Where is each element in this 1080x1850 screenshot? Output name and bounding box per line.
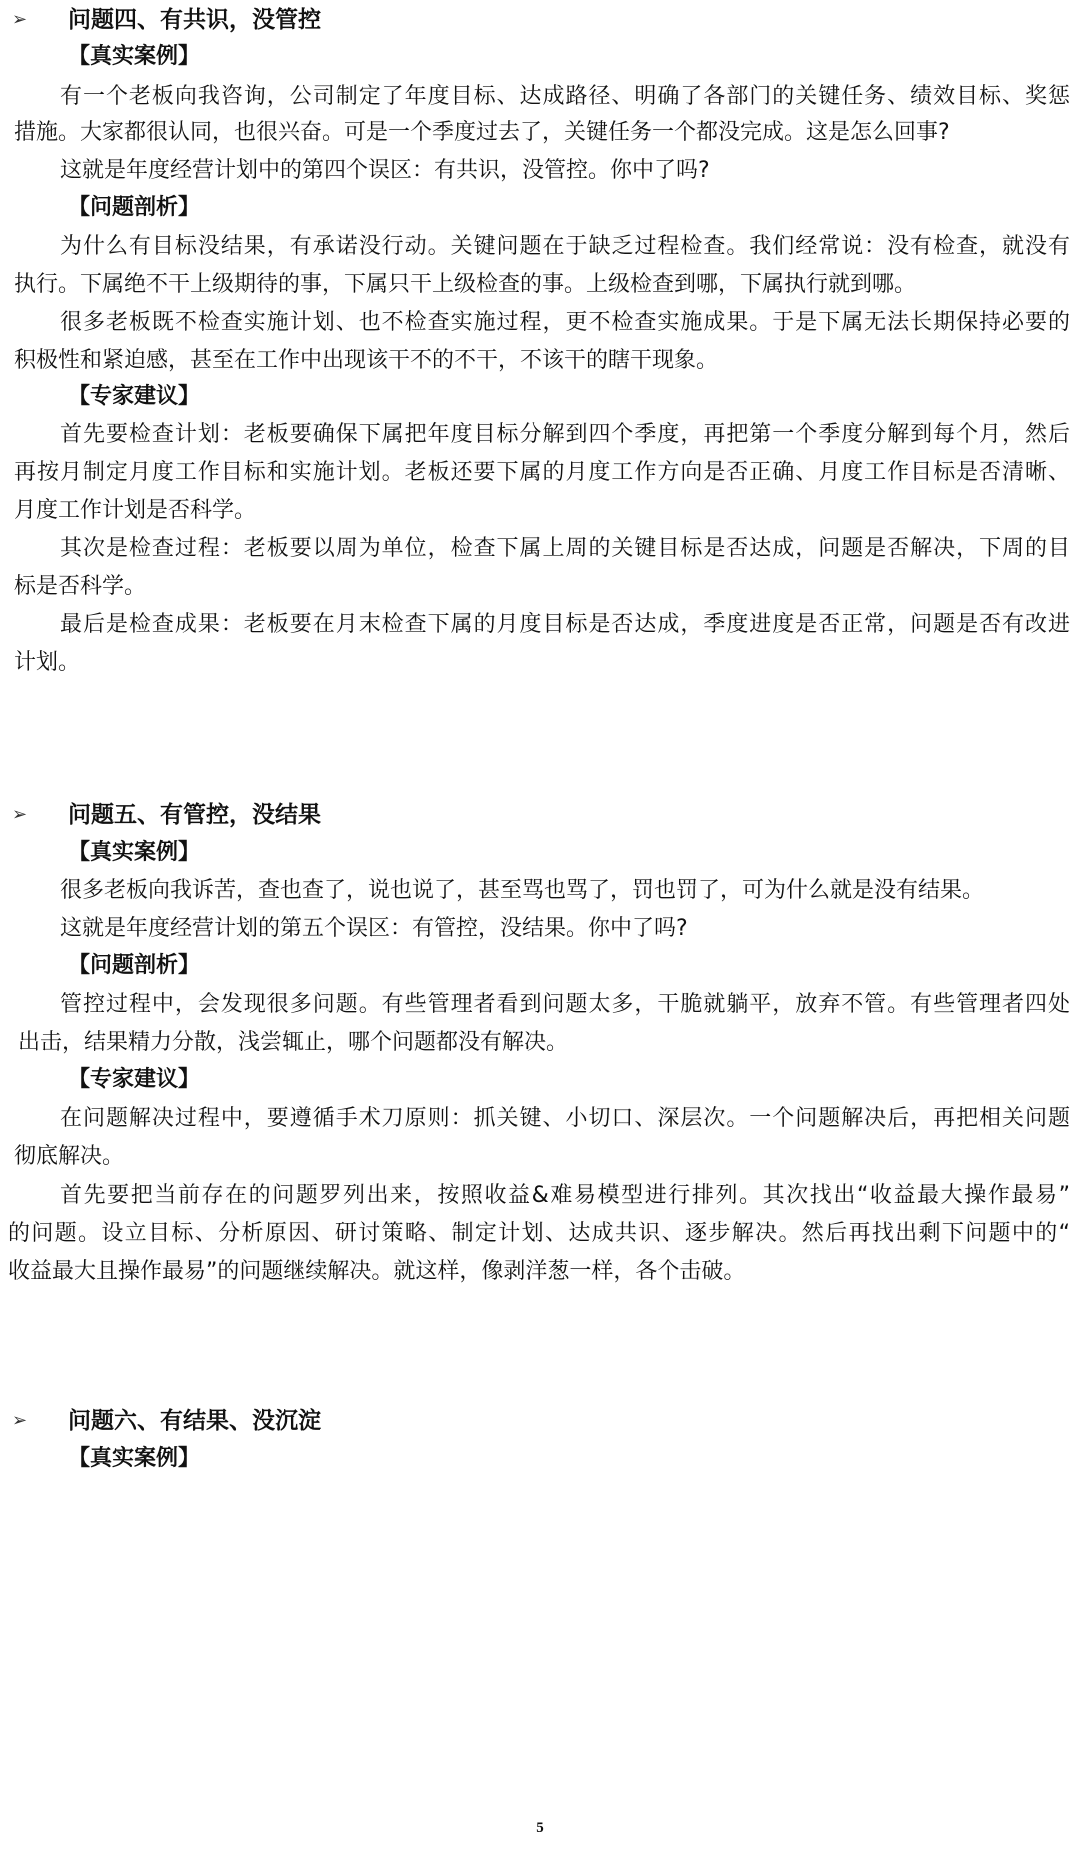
page-number: 5 [536, 1820, 544, 1836]
arrow-bullet-icon: ➢ [12, 9, 28, 30]
section-title: 问题六、有结果、没沉淀 [68, 1408, 321, 1434]
advice-label: 【专家建议】 [68, 384, 201, 409]
case-label: 【真实案例】 [68, 840, 201, 865]
paragraph-line: 计划。 [14, 650, 81, 675]
analysis-label: 【问题剖析】 [68, 195, 201, 220]
case-label: 【真实案例】 [68, 1446, 201, 1471]
paragraph-line: 月度工作计划是否科学。 [14, 498, 257, 523]
paragraph-line: 很多老板既不检查实施计划、也不检查实施过程，更不检查实施成果。于是下属无法长期保持必要的 [60, 310, 1070, 335]
paragraph-line: 措施。大家都很认同，也很兴奋。可是一个季度过去了，关键任务一个都没完成。这是怎么回事? [14, 120, 950, 145]
advice-label: 【专家建议】 [68, 1067, 201, 1092]
arrow-bullet-icon: ➢ [12, 804, 28, 825]
paragraph-line: 其次是检查过程：老板要以周为单位，检查下属上周的关键目标是否达成，问题是否解决，下周的目 [60, 536, 1070, 561]
analysis-label: 【问题剖析】 [68, 953, 201, 978]
paragraph-line: 为什么有目标没结果，有承诺没行动。关键问题在于缺乏过程检查。我们经常说：没有检查，就没有 [60, 234, 1070, 259]
arrow-bullet-icon: ➢ [12, 1410, 28, 1431]
paragraph-line: 彻底解决。 [14, 1144, 125, 1169]
paragraph-line: 最后是检查成果：老板要在月末检查下属的月度目标是否达成，季度进度是否正常，问题是否有改进 [60, 612, 1070, 637]
paragraph-line: 标是否科学。 [14, 574, 147, 599]
paragraph-line: 收益最大且操作最易”的问题继续解决。就这样，像剥洋葱一样，各个击破。 [8, 1259, 746, 1284]
paragraph-line: 首先要检查计划：老板要确保下属把年度目标分解到四个季度，再把第一个季度分解到每个月，然后 [60, 422, 1070, 447]
section-title: 问题四、有共识，没管控 [68, 7, 321, 33]
paragraph-line: 这就是年度经营计划的第五个误区：有管控，没结果。你中了吗? [60, 916, 688, 941]
paragraph-line: 很多老板向我诉苦，查也查了，说也说了，甚至骂也骂了，罚也罚了，可为什么就是没有结果。 [60, 878, 985, 903]
section-heading [12, 1406, 612, 1436]
paragraph-line: 有一个老板向我咨询，公司制定了年度目标、达成路径、明确了各部门的关键任务、绩效目标、奖惩 [60, 84, 1070, 109]
paragraph-line: 执行。下属绝不干上级期待的事，下属只干上级检查的事。上级检查到哪，下属执行就到哪。 [14, 272, 917, 297]
paragraph-line: 积极性和紧迫感，甚至在工作中出现该干不的不干，不该干的瞎干现象。 [14, 348, 719, 373]
paragraph-line: 在问题解决过程中，要遵循手术刀原则：抓关键、小切口、深层次。一个问题解决后，再把相关问题 [60, 1106, 1070, 1131]
section-heading [12, 800, 612, 830]
paragraph-line: 的问题。设立目标、分析原因、研讨策略、制定计划、达成共识、逐步解决。然后再找出剩下问题中的“ [8, 1221, 1070, 1246]
paragraph-line: 再按月制定月度工作目标和实施计划。老板还要下属的月度工作方向是否正确、月度工作目标是否清晰、 [14, 460, 1070, 485]
section-heading [12, 5, 612, 35]
paragraph-line: 首先要把当前存在的问题罗列出来，按照收益&难易模型进行排列。其次找出“收益最大操作最易” [60, 1183, 1070, 1208]
paragraph-line: 这就是年度经营计划中的第四个误区：有共识，没管控。你中了吗? [60, 158, 710, 183]
section-title: 问题五、有管控，没结果 [68, 802, 321, 828]
case-label: 【真实案例】 [68, 44, 201, 69]
paragraph-line: 管控过程中，会发现很多问题。有些管理者看到问题太多，干脆就躺平，放弃不管。有些管理者四处 [60, 992, 1070, 1017]
paragraph-line: 出击，结果精力分散，浅尝辄止，哪个问题都没有解决。 [18, 1030, 569, 1055]
